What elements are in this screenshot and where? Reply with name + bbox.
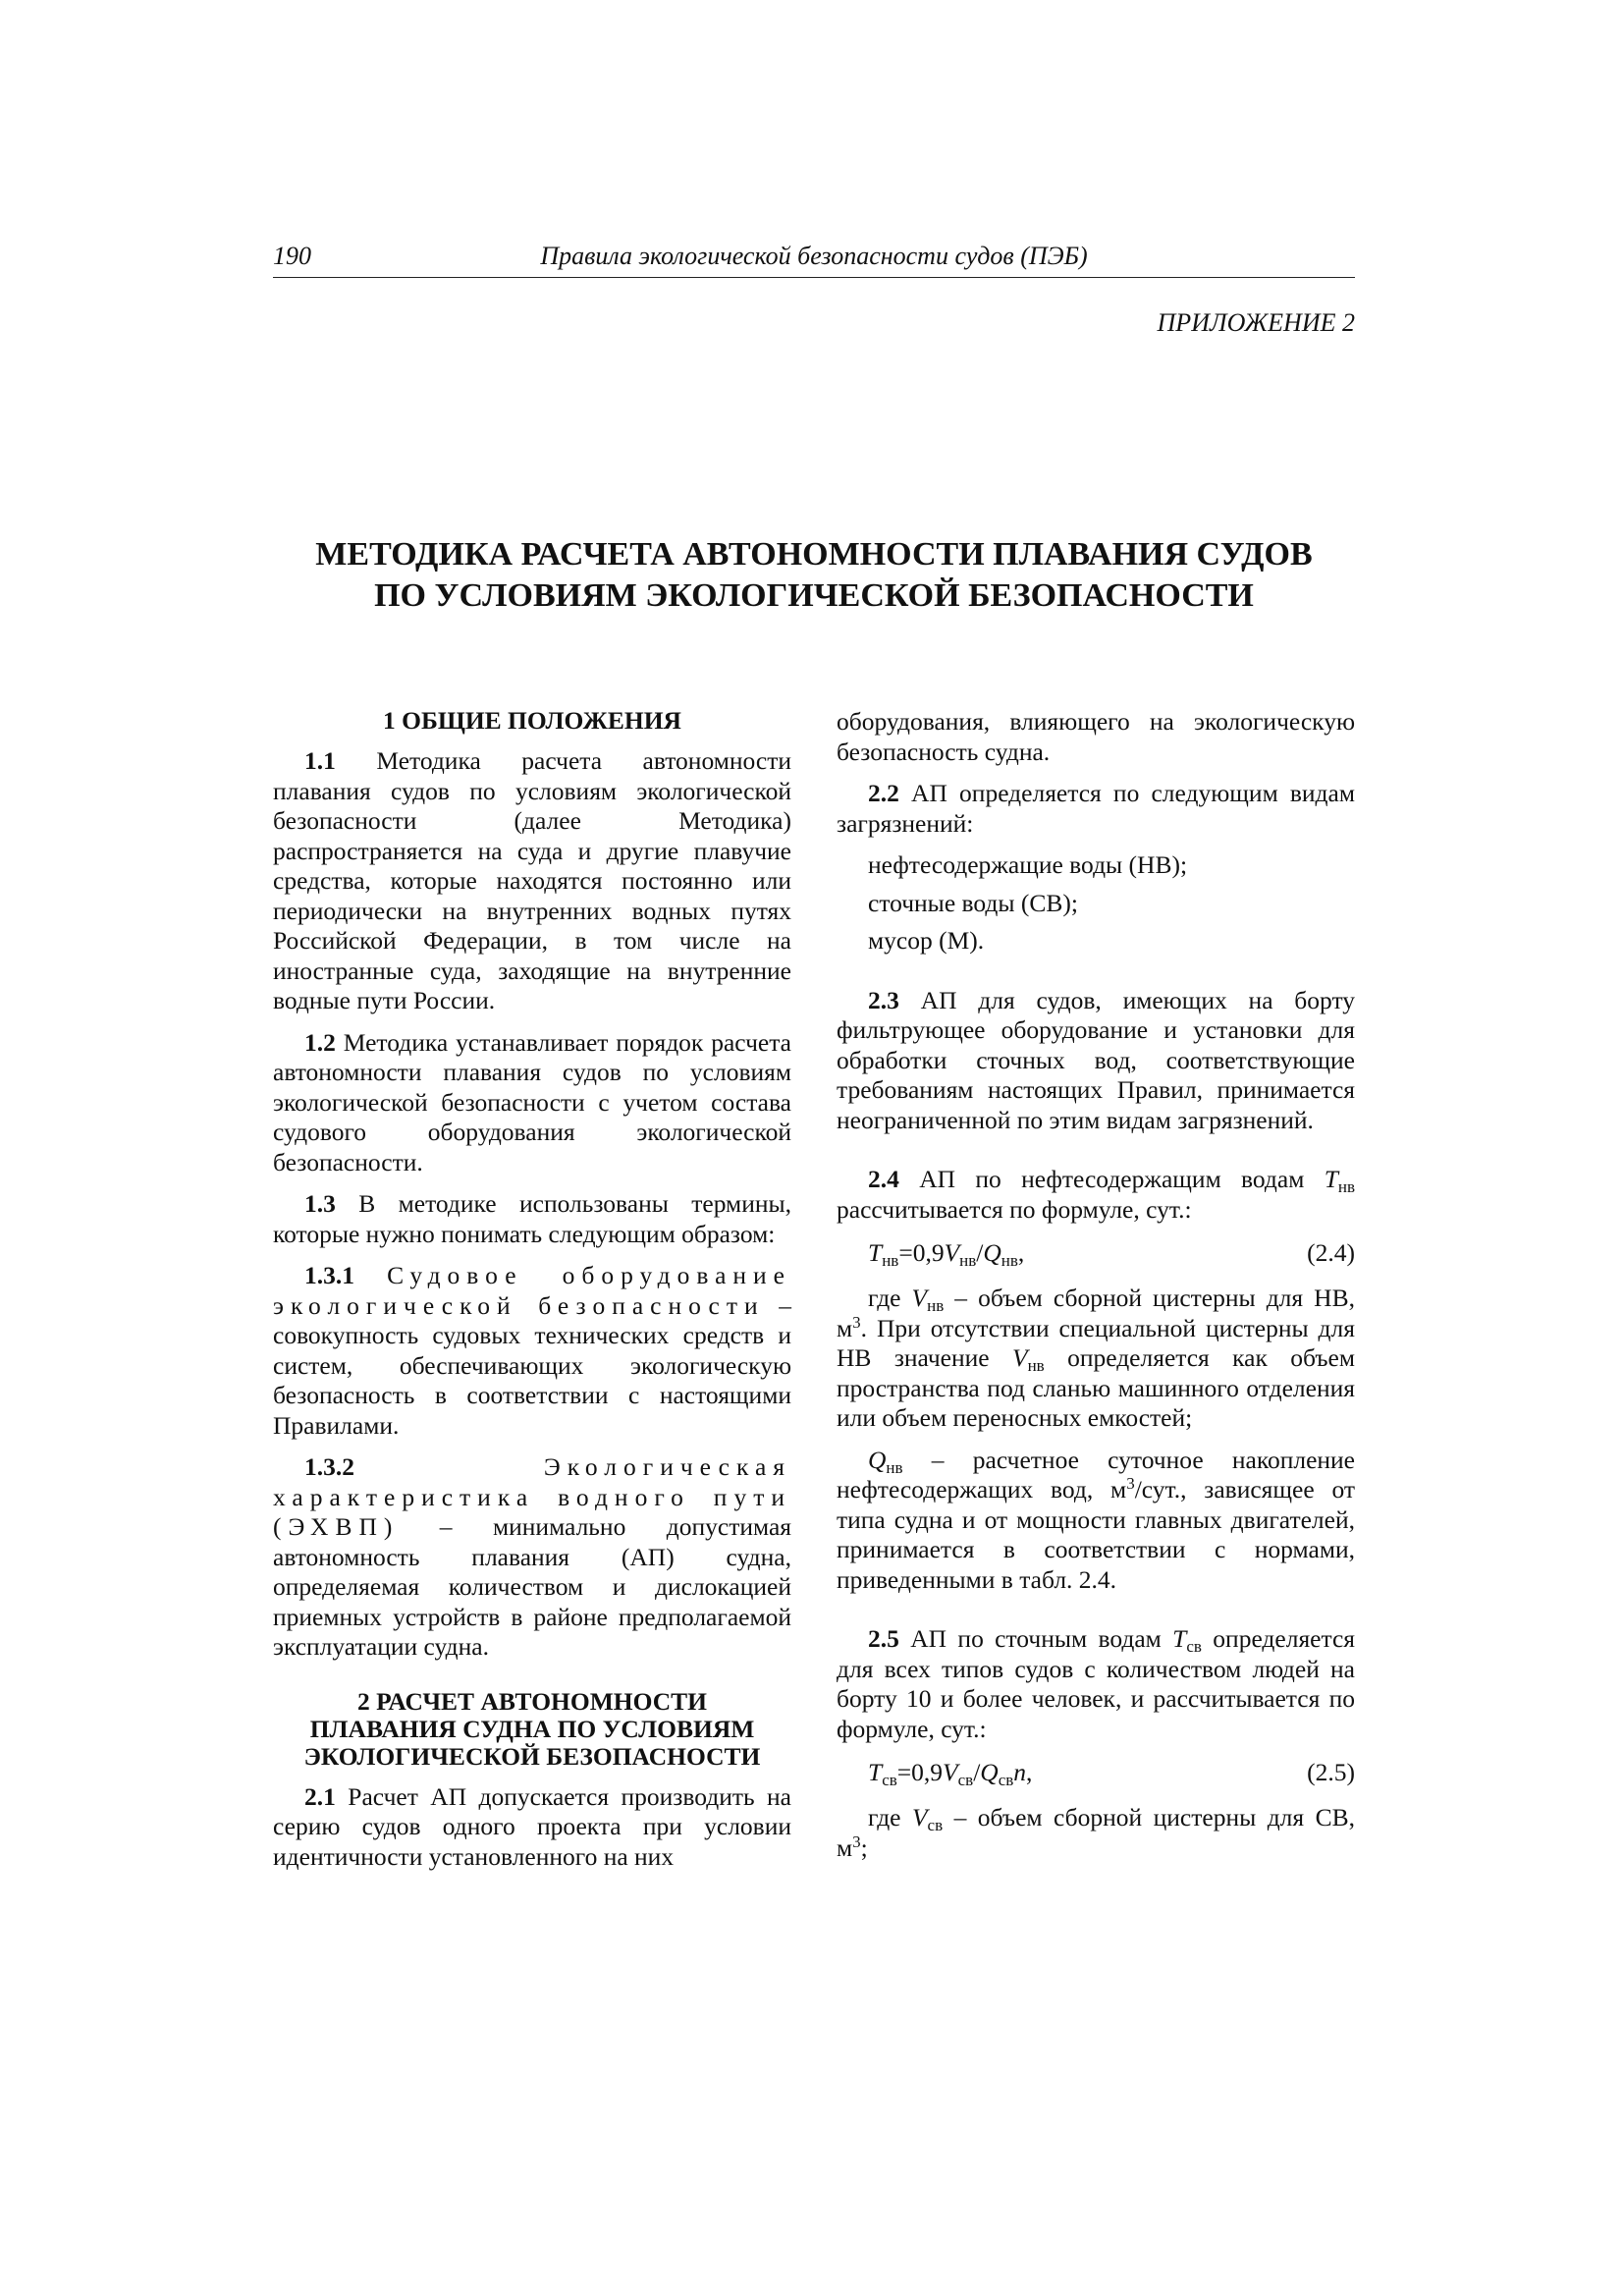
paragraph-text: где xyxy=(868,1284,912,1312)
pollution-type-item: мусор (М). xyxy=(868,926,985,955)
symbol-T: T xyxy=(1172,1624,1187,1653)
formula-2-4-explanation-q xyxy=(837,1446,1355,1596)
formula-expression xyxy=(868,1238,1025,1270)
clause-number: 1.1 xyxy=(304,746,336,775)
symbol-Q: Q xyxy=(983,1238,1001,1267)
paragraph-1-1 xyxy=(273,746,791,1016)
document-title-line-1: МЕТОДИКА РАСЧЕТА АВТОНОМНОСТИ ПЛАВАНИЯ СУДОВ xyxy=(315,536,1313,573)
paragraph-text: АП определяется по следующим видам загрязнений: xyxy=(837,779,1355,838)
formula-number: (2.4) xyxy=(1307,1238,1355,1267)
paragraph-2-3 xyxy=(837,986,1355,1136)
subscript-sv: св xyxy=(882,1771,897,1789)
paragraph-1-3-2 xyxy=(273,1452,791,1663)
formula-2-4-explanation-v xyxy=(837,1284,1355,1434)
paragraph-text: АП по нефтесодержащим водам xyxy=(919,1165,1325,1193)
document-title-line-2: ПО УСЛОВИЯМ ЭКОЛОГИЧЕСКОЙ БЕЗОПАСНОСТИ xyxy=(374,577,1254,614)
pollution-type-item: нефтесодержащие воды (НВ); xyxy=(868,850,1188,879)
formula-comma: , xyxy=(1026,1758,1033,1786)
formula-divide: / xyxy=(973,1758,981,1786)
section-2-heading-line-1: 2 РАСЧЕТ АВТОНОМНОСТИ xyxy=(356,1686,708,1716)
paragraph-text: определяется для всех типов судов с количеством людей на борту 10 и более человек, и рассчитывается по формуле, сут.: xyxy=(837,1624,1355,1743)
paragraph-text: определяется как объем пространства под сланью машинного отделения или объем переносных емкостей; xyxy=(837,1343,1355,1432)
defined-term: Судовое оборудование экологической безопасности xyxy=(273,1261,791,1320)
paragraph-2-4 xyxy=(837,1165,1355,1225)
formula-2-5 xyxy=(837,1756,1355,1789)
section-2-heading-line-3: ЭКОЛОГИЧЕСКОЙ БЕЗОПАСНОСТИ xyxy=(303,1741,761,1771)
clause-number: 1.2 xyxy=(304,1027,336,1057)
paragraph-2-1 xyxy=(273,1782,791,1873)
clause-number: 1.3.2 xyxy=(304,1452,354,1481)
appendix-label: ПРИЛОЖЕНИЕ 2 xyxy=(1157,308,1355,337)
paragraph-text: . При отсутствии специальной цистерны для НВ значение xyxy=(837,1313,1355,1372)
paragraph-text: – минимально допустимая автономность плавания (АП) судна, определяемая количеством и дислокацией приемных устройств в районе предполагаемой эксплуатации судна. xyxy=(273,1512,791,1661)
clause-number: 2.2 xyxy=(868,779,899,807)
formula-2-4 xyxy=(837,1236,1355,1270)
formula-comma: , xyxy=(1017,1238,1025,1267)
paragraph-1-3-1 xyxy=(273,1261,791,1441)
paragraph-text: АП для судов, имеющих на борту фильтрующее оборудование и установки для обработки сточных вод, соответствующие требованиям настоящих Правил, принимается неограниченной по этим видам загрязнений. xyxy=(837,985,1355,1134)
page-number: 190 xyxy=(273,242,311,270)
subscript-nv: нв xyxy=(927,1296,945,1315)
superscript-cube: 3 xyxy=(1126,1474,1135,1493)
subscript-nv: нв xyxy=(1337,1177,1355,1196)
section-2-heading-line-2: ПЛАВАНИЯ СУДНА ПО УСЛОВИЯМ xyxy=(309,1714,755,1743)
symbol-T: T xyxy=(868,1238,883,1267)
clause-number: 2.5 xyxy=(868,1624,899,1653)
subscript-nv: нв xyxy=(886,1457,903,1477)
paragraph-2-1-continued: оборудования, влияющего на экологическую безопасность судна. xyxy=(837,707,1355,766)
symbol-V: V xyxy=(944,1238,960,1267)
subscript-nv: нв xyxy=(882,1251,899,1270)
formula-expression xyxy=(868,1758,1033,1789)
paragraph-text: /сут., зависящее от типа судна и от мощности главных двигателей, принимается в соответствии с нормами, приведенными в табл. 2.4. xyxy=(837,1475,1356,1594)
section-1-heading: 1 ОБЩИЕ ПОЛОЖЕНИЯ xyxy=(383,706,681,735)
paragraph-1-3 xyxy=(273,1189,791,1249)
symbol-T: T xyxy=(868,1758,883,1786)
paragraph-text: Методика расчета автономности плавания судов по условиям экологической безопасности (далее Методика) распространяется на суда и другие плавучие средства, которые находятся постоянно или периодически на внутренних водных путях Российской Федерации, в том числе на иностранные суда, заходящие на внутренние водные пути России. xyxy=(273,746,791,1014)
defined-term: Экологическая характеристика водного пути (ЭХВП) xyxy=(273,1452,791,1541)
subscript-sv: св xyxy=(998,1771,1014,1789)
subscript-sv: св xyxy=(957,1771,974,1789)
paragraph-2-2 xyxy=(837,779,1355,839)
symbol-T: T xyxy=(1324,1165,1338,1193)
paragraph-text: – объем сборной цистерны для НВ, м xyxy=(837,1284,1355,1342)
paragraph-text: Методика устанавливает порядок расчета автономности плавания судов по условиям экологической безопасности с учетом состава судового оборудования экологической безопасности. xyxy=(273,1027,791,1176)
formula-number: (2.5) xyxy=(1307,1758,1355,1786)
symbol-V: V xyxy=(911,1803,928,1831)
paragraph-text: – совокупность судовых технических средств и систем, обеспечивающих экологическую безопасность в соответствии с настоящими Правилами. xyxy=(273,1290,792,1440)
subscript-sv: св xyxy=(1186,1637,1202,1656)
right-column xyxy=(837,707,1355,1875)
running-header xyxy=(273,242,1355,278)
clause-number: 2.4 xyxy=(868,1165,899,1193)
section-2-heading xyxy=(273,1688,791,1771)
symbol-Q: Q xyxy=(980,1758,999,1786)
formula-divide: / xyxy=(976,1238,984,1267)
paragraph-text: В методике использованы термины, которые нужно понимать следующим образом: xyxy=(273,1189,791,1248)
symbol-V: V xyxy=(911,1284,928,1312)
paragraph-2-5 xyxy=(837,1624,1355,1744)
clause-number: 1.3.1 xyxy=(304,1261,354,1289)
formula-2-5-explanation-v xyxy=(837,1803,1355,1863)
clause-number: 1.3 xyxy=(304,1189,336,1218)
document-title xyxy=(273,534,1355,617)
symbol-Q: Q xyxy=(868,1445,887,1474)
paragraph-1-2 xyxy=(273,1028,791,1178)
symbol-V: V xyxy=(943,1758,958,1786)
running-title: Правила экологической безопасности судов (ПЭБ) xyxy=(540,242,1088,270)
clause-number: 2.3 xyxy=(868,985,899,1014)
formula-coefficient: =0,9 xyxy=(896,1758,944,1786)
paragraph-text: – расчетное суточное накопление нефтесодержащих вод, м xyxy=(837,1445,1355,1503)
subscript-sv: св xyxy=(927,1816,944,1834)
superscript-cube: 3 xyxy=(852,1831,861,1851)
paragraph-text: где xyxy=(868,1803,912,1831)
paragraph-text: ; xyxy=(860,1832,868,1862)
clause-number: 2.1 xyxy=(304,1781,336,1811)
pollution-type-item: сточные воды (СВ); xyxy=(868,888,1078,917)
paragraph-text: Расчет АП допускается производить на серию судов одного проекта при условии идентичности установленного на них xyxy=(273,1781,791,1871)
paragraph-text: АП по сточным водам xyxy=(910,1624,1173,1653)
subscript-nv: нв xyxy=(1027,1356,1045,1375)
symbol-V: V xyxy=(1011,1343,1028,1372)
paragraph-text: – объем сборной цистерны для СВ, м xyxy=(837,1803,1355,1862)
left-column xyxy=(273,707,791,1884)
symbol-n: n xyxy=(1013,1758,1027,1786)
paragraph-text: рассчитывается по формуле, сут.: xyxy=(837,1194,1192,1224)
superscript-cube: 3 xyxy=(852,1312,861,1332)
subscript-nv: нв xyxy=(959,1251,977,1270)
formula-coefficient: =0,9 xyxy=(898,1238,945,1267)
subscript-nv: нв xyxy=(1001,1251,1018,1270)
